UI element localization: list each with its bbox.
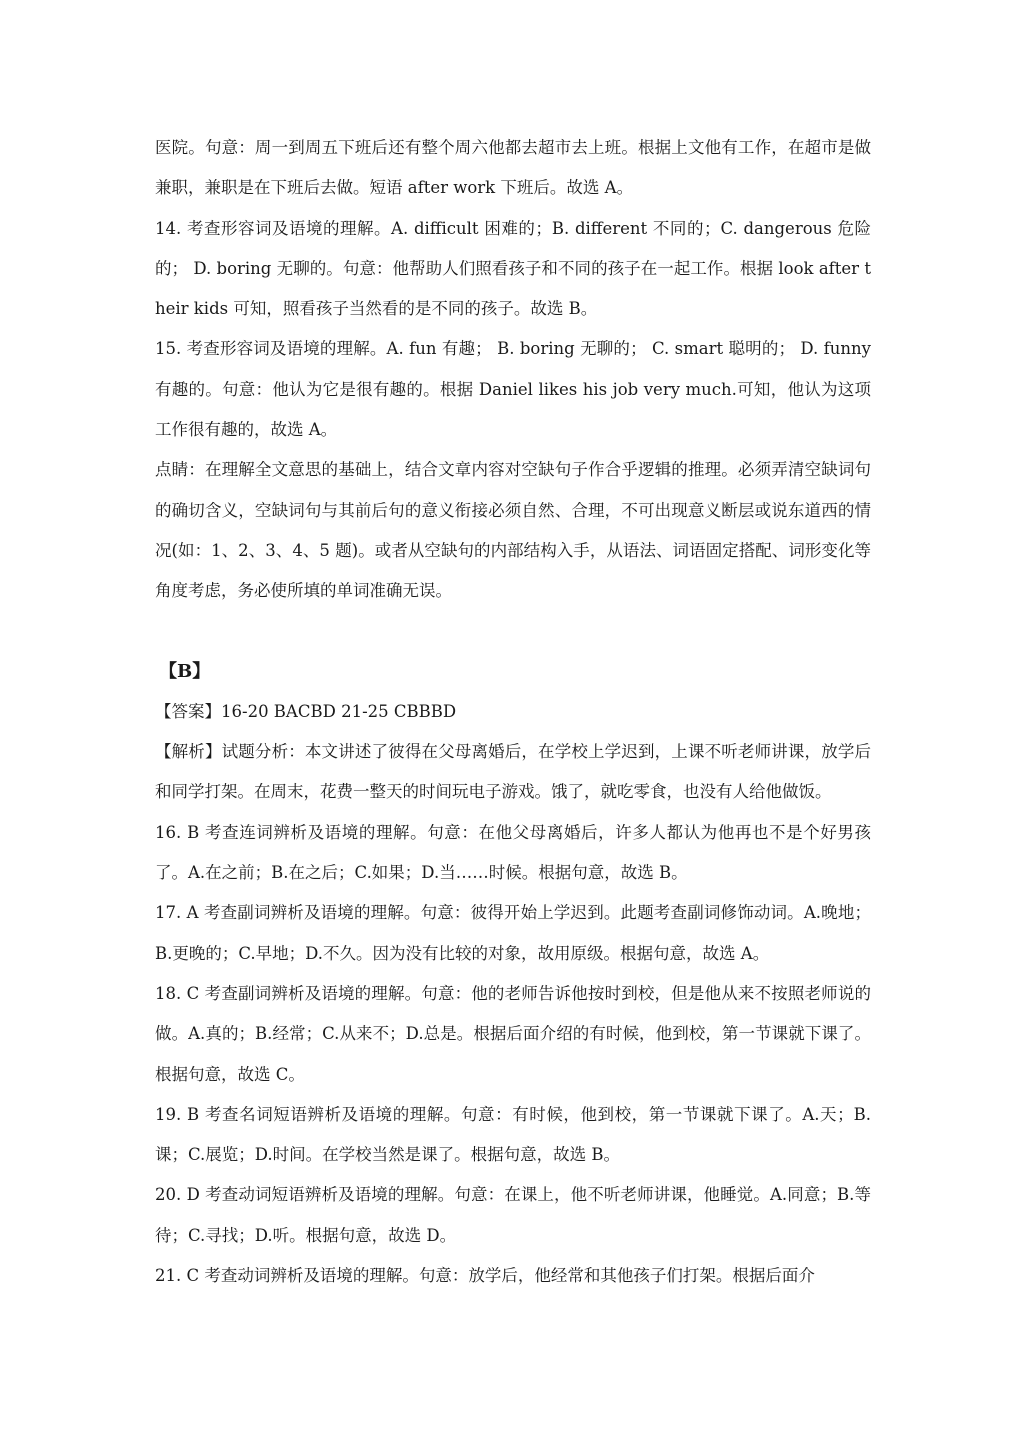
paragraph-note: 点睛：在理解全文意思的基础上，结合文章内容对空缺句子作合乎逻辑的推理。必须弄清空缺词句的确切含义，空缺词句与其前后句的意义衔接必须自然、合理，不可出现意义断层或说东道西的情况(如：1、2、3、4、5 题)。或者从空缺句的内部结构入手，从语法、词语固定搭配、词形变化等角度考虑，务必使所填的单词准确无误。 bbox=[155, 460, 871, 601]
paragraph-q13-cont: 医院。句意：周一到周五下班后还有整个周六他都去超市去上班。根据上文他有工作，在超市是做兼职，兼职是在下班后去做。短语 after work 下班后。故选 A。 bbox=[155, 138, 871, 198]
paragraph-q14: 14. 考查形容词及语境的理解。A. difficult 困难的；B. different 不同的；C. dangerous 危险的； D. boring 无聊的。句意：他帮助人们照看孩子和不同的孩子在一起工作。根据 look after their kids 可知，照看孩子当然看的是不同的孩子。故选 B。 bbox=[155, 218, 871, 319]
paragraph-q15: 15. 考查形容词及语境的理解。A. fun 有趣； B. boring 无聊的； C. smart 聪明的； D. funny 有趣的。句意：他认为它是很有趣的。根据 Daniel likes his job very much.可知，他认为这项工作很有趣的，故选 A。 bbox=[155, 339, 871, 440]
item-20: 20. D 考查动词短语辨析及语境的理解。句意：在课上，他不听老师讲课，他睡觉。A.同意；B.等待；C.寻找；D.听。根据句意，故选 D。 bbox=[155, 1185, 871, 1245]
item-17: 17. A 考查副词辨析及语境的理解。句意：彼得开始上学迟到。此题考查副词修饰动词。A.晚地；B.更晚的；C.早地；D.不久。因为没有比较的对象，故用原级。根据句意，故选 A。 bbox=[155, 903, 871, 963]
document-body bbox=[155, 128, 871, 1296]
item-21: 21. C 考查动词辨析及语境的理解。句意：放学后，他经常和其他孩子们打架。根据后面介 bbox=[155, 1266, 815, 1286]
item-18: 18. C 考查副词辨析及语境的理解。句意：他的老师告诉他按时到校，但是他从来不按照老师说的做。A.真的；B.经常；C.从来不；D.总是。根据后面介绍的有时候，他到校，第一节课就下课了。根据句意，故选 C。 bbox=[155, 983, 871, 1084]
section-b-title: 【B】 bbox=[159, 660, 211, 682]
item-16: 16. B 考查连词辨析及语境的理解。句意：在他父母离婚后，许多人都认为他再也不是个好男孩了。A.在之前；B.在之后；C.如果；D.当……时候。根据句意，故选 B。 bbox=[155, 822, 871, 883]
answer-line: 【答案】16-20 BACBD 21-25 CBBBD bbox=[155, 701, 457, 721]
analysis-paragraph: 【解析】试题分析：本文讲述了彼得在父母离婚后，在学校上学迟到，上课不听老师讲课，放学后和同学打架。在周末，花费一整天的时间玩电子游戏。饿了，就吃零食，也没有人给他做饭。 bbox=[155, 742, 871, 802]
section-gap bbox=[155, 612, 871, 652]
item-19: 19. B 考查名词短语辨析及语境的理解。句意：有时候，他到校，第一节课就下课了。A.天；B.课；C.展览；D.时间。在学校当然是课了。根据句意，故选 B。 bbox=[155, 1104, 871, 1165]
